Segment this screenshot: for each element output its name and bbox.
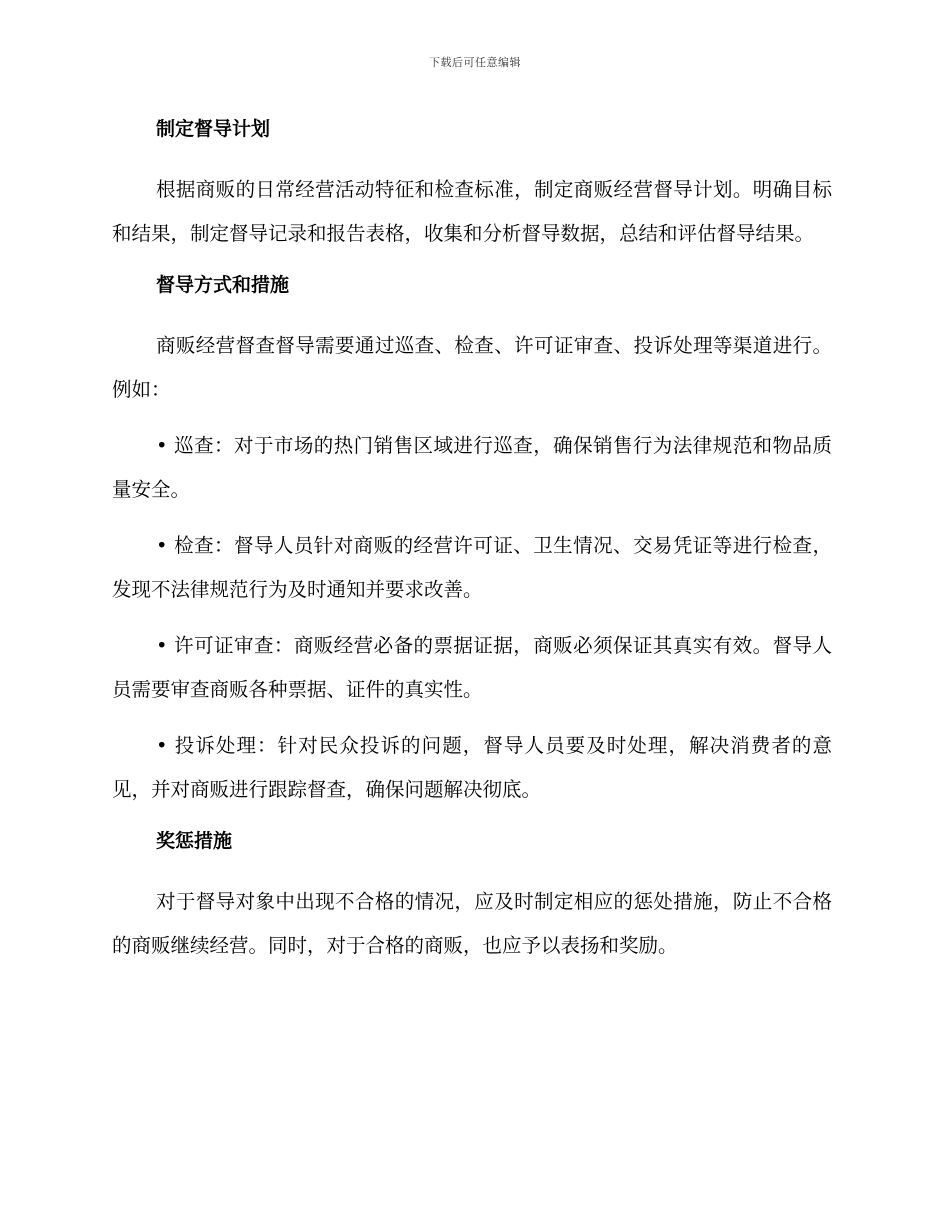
bullet-paragraph: • 投诉处理：针对民众投诉的问题，督导人员要及时处理，解决消费者的意见，并对商贩进行跟踪督查，确保问题解决彻底。	[112, 734, 832, 801]
section-heading: 督导方式和措施	[156, 274, 290, 296]
paragraph: 对于督导对象中出现不合格的情况，应及时制定相应的惩处措施，防止不合格的商贩继续经营。同时，对于合格的商贩，也应予以表扬和奖励。	[112, 890, 832, 957]
section-rewards	[112, 824, 832, 968]
bullet-paragraph: • 许可证审查：商贩经营必备的票据证据，商贩必须保证其真实有效。督导人员需要审查商贩各种票据、证件的真实性。	[112, 634, 832, 701]
paragraph: 商贩经营督查督导需要通过巡查、检查、许可证审查、投诉处理等渠道进行。例如：	[112, 334, 832, 401]
section-heading: 制定督导计划	[156, 118, 271, 140]
section-methods	[112, 268, 832, 812]
document-body	[112, 112, 832, 980]
bullet-paragraph: • 巡查：对于市场的热门销售区域进行巡查，确保销售行为法律规范和物品质量安全。	[112, 434, 832, 501]
section-plan	[112, 112, 832, 256]
header-note: 下载后可任意编辑	[429, 56, 521, 69]
section-heading: 奖惩措施	[156, 830, 233, 852]
bullet-paragraph: • 检查：督导人员针对商贩的经营许可证、卫生情况、交易凭证等进行检查，发现不法律规范行为及时通知并要求改善。	[112, 534, 832, 601]
paragraph: 根据商贩的日常经营活动特征和检查标准，制定商贩经营督导计划。明确目标和结果，制定督导记录和报告表格，收集和分析督导数据，总结和评估督导结果。	[112, 178, 832, 245]
